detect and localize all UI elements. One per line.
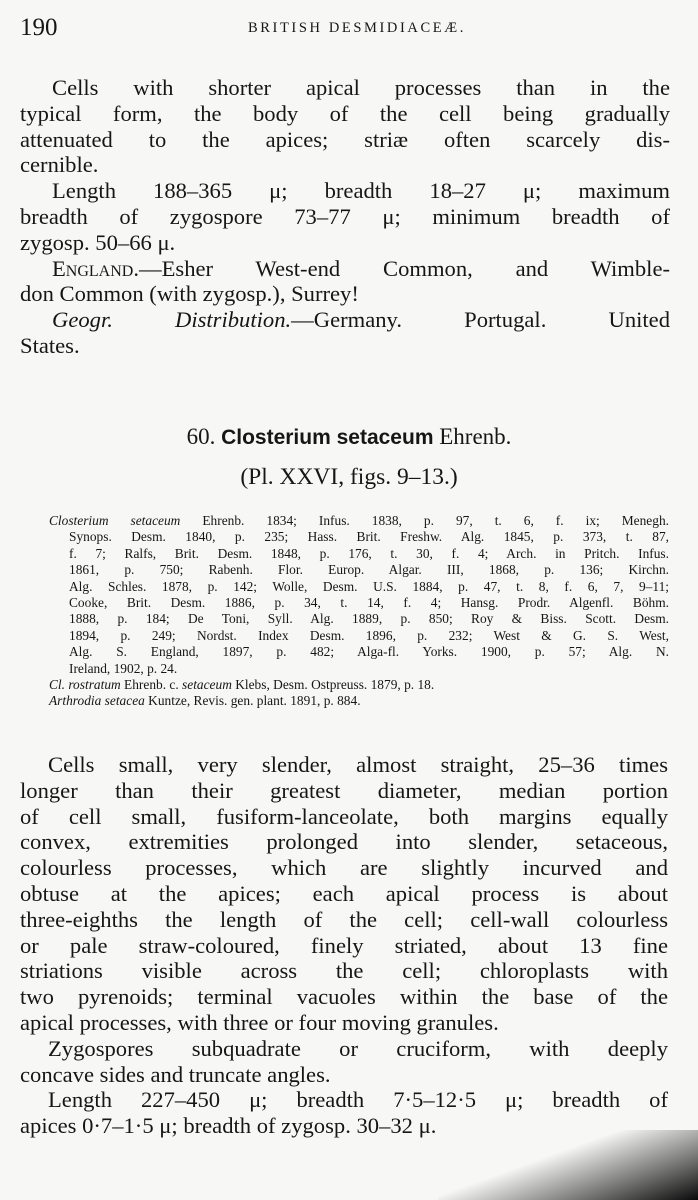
text-line: obtuse at the apices; each apical process is about xyxy=(20,880,668,906)
species-description xyxy=(20,752,668,1139)
text-line: of cell small, fusiform-lanceolate, both margins equally xyxy=(20,803,668,829)
text-line: Length 227–450 μ; breadth 7·5–12·5 μ; breadth of xyxy=(48,1087,668,1113)
text-line: three-eighths the length of the cell; cell-wall colourless xyxy=(20,906,668,932)
running-head: BRITISH DESMIDIACEÆ. xyxy=(248,20,466,36)
synonymy-line xyxy=(49,513,669,529)
synonymy-line: Cooke, Brit. Desm. 1886, p. 34, t. 14, f. 4; Hansg. Prodr. Algenfl. Böhm. xyxy=(69,595,669,611)
synonymy-line xyxy=(49,693,669,709)
text-line: attenuated to the apices; striæ often scarcely dis- xyxy=(20,126,670,152)
text-line: breadth of zygospore 73–77 μ; minimum breadth of xyxy=(20,203,670,229)
text-line: Length 188–365 μ; breadth 18–27 μ; maximum xyxy=(52,178,670,204)
synonymy-line: 1861, p. 750; Rabenh. Flor. Europ. Algar. III, 1868, p. 136; Kirchn. xyxy=(69,562,669,578)
text-line: longer than their greatest diameter, median portion xyxy=(20,777,668,803)
distribution-label: Geogr. Distribution. xyxy=(52,307,292,333)
synonym-text: Ehrenb. 1834; Infus. 1838, p. 97, t. 6, f. ix; Menegh. xyxy=(180,513,669,528)
text-line: concave sides and truncate angles. xyxy=(20,1061,331,1087)
synonym-name: Cl. rostratum xyxy=(49,677,121,693)
synonymy-line: 1894, p. 249; Nordst. Index Desm. 1896, p. 232; West & G. S. West, xyxy=(69,627,669,643)
england-label: England. xyxy=(52,255,139,281)
species-heading xyxy=(0,424,698,450)
text-line: colourless processes, which are slightly incurved and xyxy=(20,855,668,881)
text-line: two pyrenoids; terminal vacuoles within the base of the xyxy=(20,984,668,1010)
species-name: Closterium setaceum xyxy=(221,426,434,449)
page-number: 190 xyxy=(20,14,58,41)
text-line: or pale straw-coloured, finely striated, about 13 fine xyxy=(20,932,668,958)
plate-reference: (Pl. XXVI, figs. 9–13.) xyxy=(240,464,458,490)
scan-shadow xyxy=(438,1130,698,1200)
synonymy-line: Ireland, 1902, p. 24. xyxy=(69,660,178,676)
text-line: striations visible across the cell; chloroplasts with xyxy=(20,958,668,984)
synonymy-block xyxy=(49,513,669,710)
text-line: States. xyxy=(20,332,80,358)
synonym-epithet: setaceum xyxy=(182,677,232,693)
previous-species-text xyxy=(20,75,670,359)
text-line: convex, extremities prolonged into slender, setaceous, xyxy=(20,829,668,855)
synonymy-line: Alg. S. England, 1897, p. 482; Alga-fl. Yorks. 1900, p. 57; Alg. N. xyxy=(69,644,669,660)
synonym-name: Closterium setaceum xyxy=(49,513,181,528)
synonymy-line: Synops. Desm. 1840, p. 235; Hass. Brit. Freshw. Alg. 1845, p. 373, t. 87, xyxy=(69,529,669,545)
synonymy-line xyxy=(49,677,669,693)
distribution-text: —Germany. Portugal. United xyxy=(291,307,670,333)
running-header xyxy=(20,14,670,44)
england-text: —Esher West-end Common, and Wimble- xyxy=(139,255,670,281)
synonymy-line: Alg. Schles. 1878, p. 142; Wolle, Desm. U.S. 1884, p. 47, t. 8, f. 6, 7, 9–11; xyxy=(69,578,669,594)
synonym-name: Arthrodia setacea xyxy=(49,693,145,709)
text-line: apices 0·7–1·5 μ; breadth of zygosp. 30–32 μ. xyxy=(20,1113,437,1139)
text-line: zygosp. 50–66 μ. xyxy=(20,229,176,255)
synonymy-line: f. 7; Ralfs, Brit. Desm. 1848, p. 176, t. 30, f. 4; Arch. in Pritch. Infus. xyxy=(69,545,669,561)
text-line: Zygospores subquadrate or cruciform, with deeply xyxy=(48,1035,668,1061)
text-line: typical form, the body of the cell being gradually xyxy=(20,100,670,126)
locality-line xyxy=(20,256,670,282)
synonym-text: Klebs, Desm. Ostpreuss. 1879, p. 18. xyxy=(231,677,435,693)
text-line: cernible. xyxy=(20,152,99,178)
text-line: don Common (with zygosp.), Surrey! xyxy=(20,281,359,307)
text-line: Cells small, very slender, almost straight, 25–36 times xyxy=(48,752,668,777)
synonym-text: Kuntze, Revis. gen. plant. 1891, p. 884. xyxy=(144,693,361,709)
species-author: Ehrenb. xyxy=(439,424,512,449)
synonymy-line: 1888, p. 184; De Toni, Syll. Alg. 1889, p. 850; Roy & Biss. Scott. Desm. xyxy=(69,611,669,627)
species-number: 60. xyxy=(186,424,216,449)
distribution-line xyxy=(20,307,670,333)
synonym-text: Ehrenb. c. xyxy=(120,677,183,693)
text-line: apical processes, with three or four moving granules. xyxy=(20,1009,499,1035)
text-line: Cells with shorter apical processes than in the xyxy=(52,75,670,100)
